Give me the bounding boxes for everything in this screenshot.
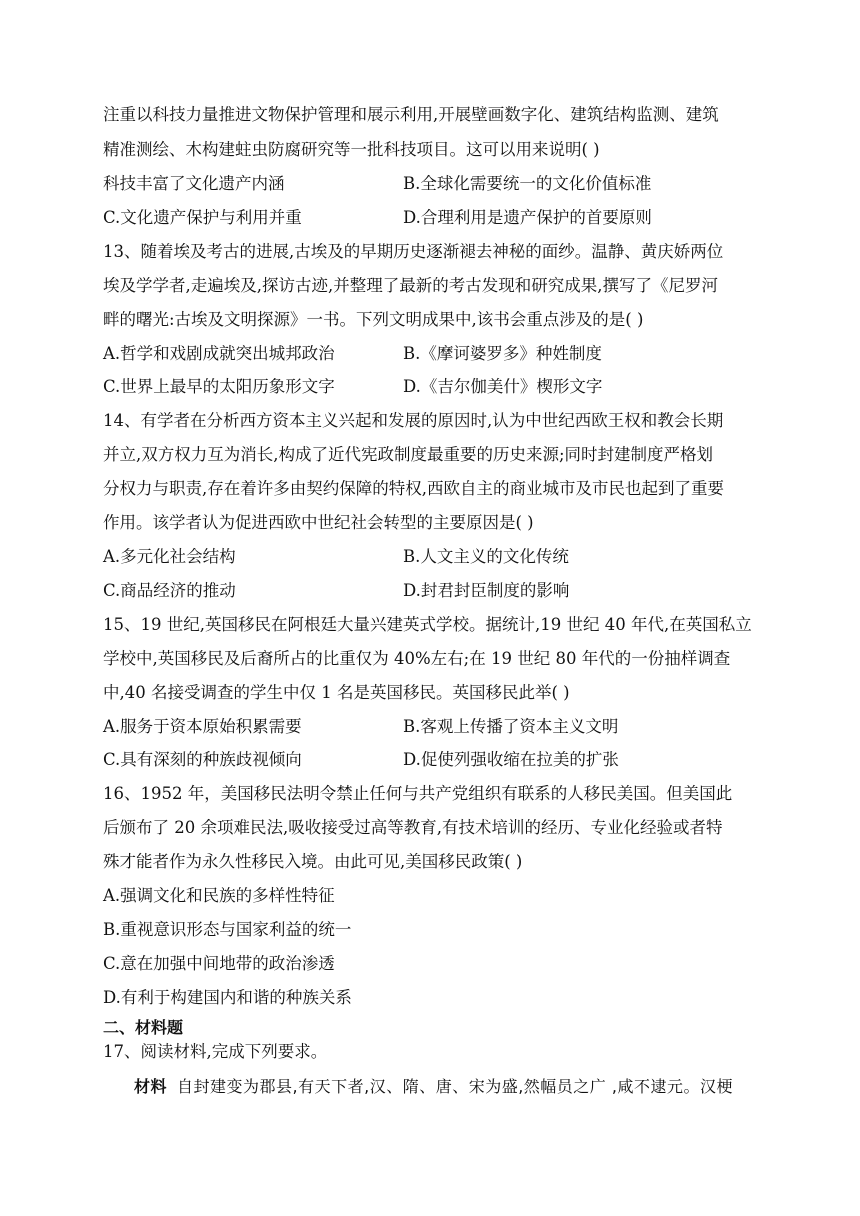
q13-option-c: C.世界上最早的太阳历象形文字 [103, 377, 335, 396]
q16-line-2: 后颁布了 20 余项难民法,吸收接受过高等教育,有技术培训的经历、专业化经验或者特 [103, 818, 723, 837]
q14-option-c: C.商品经济的推动 [103, 581, 236, 600]
q17-prompt: 17、阅读材料,完成下列要求。 [103, 1042, 328, 1061]
q15-option-b: B.客观上传播了资本主义文明 [403, 717, 619, 736]
q14-option-b: B.人文主义的文化传统 [403, 547, 569, 566]
q12-option-a: 科技丰富了文化遗产内涵 [103, 174, 285, 193]
q13-options-row-1 [103, 343, 763, 365]
q14-line-2: 并立,双方权力互为消长,构成了近代宪政制度最重要的历史来源;同时封建制度严格划 [103, 445, 714, 464]
q15-option-c: C.具有深刻的种族歧视倾向 [103, 750, 302, 769]
q13-option-d: D.《吉尔伽美什》楔形文字 [403, 377, 603, 396]
q14-options-row-2 [103, 580, 763, 602]
q15-options-row-2 [103, 749, 763, 771]
q12-line-1: 注重以科技力量推进文物保护管理和展示利用,开展壁画数字化、建筑结构监测、建筑 [103, 105, 719, 124]
q14-line-4: 作用。该学者认为促进西欧中世纪社会转型的主要原因是( ) [103, 513, 534, 532]
q12-option-c: C.文化遗产保护与利用并重 [103, 208, 302, 227]
section-heading: 二、材料题 [103, 1018, 184, 1037]
q13-option-b: B.《摩诃婆罗多》种姓制度 [403, 344, 602, 363]
q14-line-1: 14、有学者在分析西方资本主义兴起和发展的原因时,认为中世纪西欧王权和教会长期 [103, 411, 724, 430]
q13-line-3: 畔的曙光:古埃及文明探源》一书。下列文明成果中,该书会重点涉及的是( ) [103, 310, 644, 329]
q15-line-2: 学校中,英国移民及后裔所占的比重仅为 40%左右;在 19 世纪 80 年代的一份抽样调查 [103, 649, 731, 668]
q12-option-b: B.全球化需要统一的文化价值标准 [403, 174, 652, 193]
q16-option-c: C.意在加强中间地带的政治渗透 [103, 954, 335, 973]
q13-line-2: 埃及学学者,走遍埃及,探访古迹,并整理了最新的考古发现和研究成果,撰写了《尼罗河 [103, 276, 718, 295]
material-text: 自封建变为郡县,有天下者,汉、隋、唐、宋为盛,然幅员之广 ,咸不逮元。汉梗 [177, 1077, 733, 1096]
q15-line-1: 15、19 世纪,英国移民在阿根廷大量兴建英式学校。据统计,19 世纪 40 年代,在英国私立 [103, 615, 752, 634]
q14-options-row-1 [103, 546, 763, 568]
material-label: 材料 [134, 1077, 168, 1096]
q17-material [134, 1076, 733, 1098]
q14-option-d: D.封君封臣制度的影响 [403, 581, 570, 600]
q15-line-3: 中,40 名接受调查的学生中仅 1 名是英国移民。英国移民此举( ) [103, 683, 570, 702]
q12-options-row-1 [103, 173, 763, 195]
q14-line-3: 分权力与职责,存在着许多由契约保障的特权,西欧自主的商业城市及市民也起到了重要 [103, 479, 724, 498]
q15-option-d: D.促使列强收缩在拉美的扩张 [403, 750, 619, 769]
q12-line-2: 精准测绘、木构建蛀虫防腐研究等一批科技项目。这可以用来说明( ) [103, 140, 600, 159]
q16-line-1: 16、1952 年，美国移民法明令禁止任何与共产党组织有联系的人移民美国。但美国此 [103, 784, 733, 803]
q16-option-d: D.有利于构建国内和谐的种族关系 [103, 988, 352, 1007]
q13-line-1: 13、随着埃及考古的进展,古埃及的早期历史逐渐褪去神秘的面纱。温静、黄庆娇两位 [103, 242, 724, 261]
q12-option-d: D.合理利用是遗产保护的首要原则 [403, 208, 652, 227]
q13-option-a: A.哲学和戏剧成就突出城邦政治 [103, 344, 335, 363]
q16-line-3: 殊才能者作为永久性移民入境。由此可见,美国移民政策( ) [103, 852, 523, 871]
q16-option-b: B.重视意识形态与国家利益的统一 [103, 920, 352, 939]
q16-option-a: A.强调文化和民族的多样性特征 [103, 886, 335, 905]
q13-options-row-2 [103, 376, 763, 398]
q12-options-row-2 [103, 207, 763, 229]
q15-options-row-1 [103, 716, 763, 738]
q15-option-a: A.服务于资本原始积累需要 [103, 717, 302, 736]
q14-option-a: A.多元化社会结构 [103, 547, 236, 566]
